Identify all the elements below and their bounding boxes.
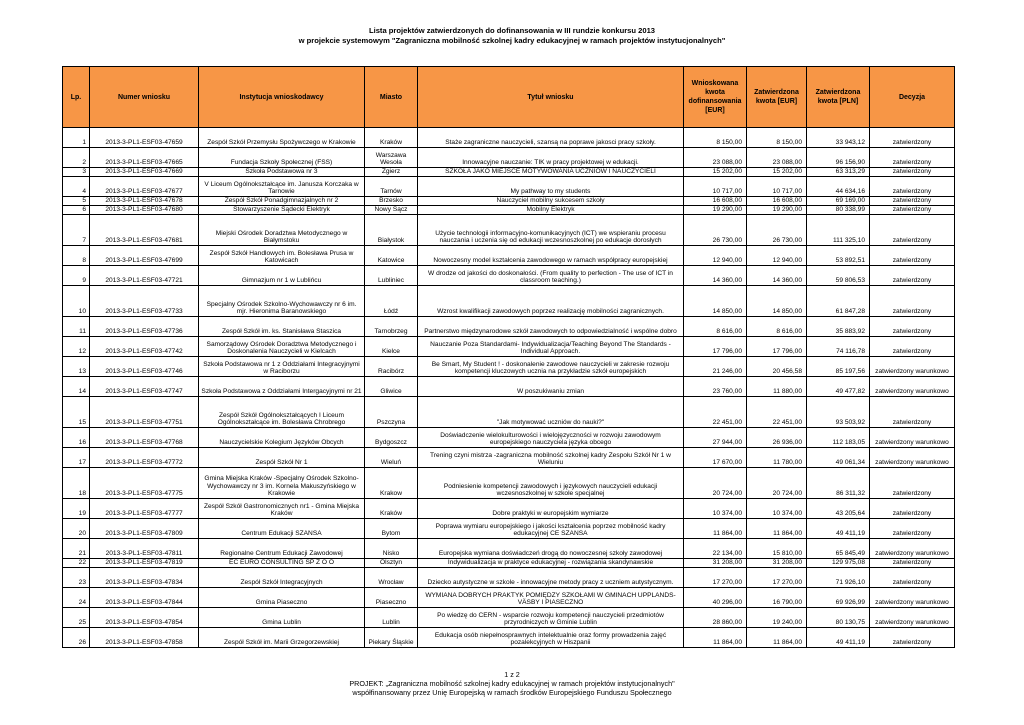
cell-instytucja: Zespół Szkół Gastronomicznych nr1 - Gmina Miejska Kraków	[199, 499, 365, 519]
cell-tytul: Dziecko autystyczne w szkole - innowacyjne metody pracy z uczniem autystycznym.	[418, 568, 684, 588]
table-row	[63, 317, 955, 337]
table-row	[63, 608, 955, 628]
table-row	[63, 266, 955, 286]
cell-miasto: Piekary Śląskie	[365, 628, 418, 648]
cell-numer-wniosku: 2013-3-PL1-ESF03-47751	[90, 397, 199, 428]
cell-miasto: Kraków	[365, 499, 418, 519]
cell-zatwierdzona-pln: 86 311,32	[807, 468, 870, 499]
cell-tytul: Podniesienie kompetencji zawodowych i językowych nauczycieli edukacji wczesnoszkolnej w szkole specjalnej	[418, 468, 684, 499]
cell-numer-wniosku: 2013-3-PL1-ESF03-47775	[90, 468, 199, 499]
table-row	[63, 559, 955, 568]
cell-decyzja: zatwierdzony warunkowo	[870, 448, 955, 468]
cell-numer-wniosku: 2013-3-PL1-ESF03-47746	[90, 357, 199, 377]
cell-instytucja: Zespół Szkół Handlowych im. Bolesława Prusa w Katowicach	[199, 246, 365, 266]
cell-instytucja: Specjalny Ośrodek Szkolno-Wychowawczy nr 6 im. mjr. Hieronima Baranowskiego	[199, 286, 365, 317]
cell-wnioskowana-kwota: 22 134,00	[684, 539, 747, 559]
cell-lp: 23	[63, 568, 90, 588]
cell-zatwierdzona-eur: 17 796,00	[747, 337, 807, 357]
table-row	[63, 357, 955, 377]
cell-miasto: Kielce	[365, 337, 418, 357]
cell-numer-wniosku: 2013-3-PL1-ESF03-47854	[90, 608, 199, 628]
cell-instytucja: Centrum Edukacji SZANSA	[199, 519, 365, 539]
cell-tytul: WYMIANA DOBRYCH PRAKTYK POMIĘDZY SZKOŁAMI W GMINACH UPPLANDS-VÄSBY I PIASECZNO	[418, 588, 684, 608]
cell-zatwierdzona-eur: 19 240,00	[747, 608, 807, 628]
cell-numer-wniosku: 2013-3-PL1-ESF03-47772	[90, 448, 199, 468]
header-miasto: Miasto	[365, 67, 418, 128]
cell-instytucja: Szkoła Podstawowa nr 3	[199, 168, 365, 177]
cell-lp: 5	[63, 197, 90, 206]
cell-miasto: Wrocław	[365, 568, 418, 588]
cell-numer-wniosku: 2013-3-PL1-ESF03-47834	[90, 568, 199, 588]
cell-numer-wniosku: 2013-3-PL1-ESF03-47811	[90, 539, 199, 559]
cell-lp: 9	[63, 266, 90, 286]
cell-zatwierdzona-eur: 14 850,00	[747, 286, 807, 317]
header-row	[63, 67, 955, 128]
cell-lp: 25	[63, 608, 90, 628]
cell-zatwierdzona-pln: 112 183,05	[807, 428, 870, 448]
cell-tytul: Mobilny Elektryk	[418, 206, 684, 215]
cell-numer-wniosku: 2013-3-PL1-ESF03-47777	[90, 499, 199, 519]
cell-lp: 3	[63, 168, 90, 177]
cell-decyzja: zatwierdzony	[870, 499, 955, 519]
cell-zatwierdzona-pln: 80 338,99	[807, 206, 870, 215]
cell-zatwierdzona-eur: 16 790,00	[747, 588, 807, 608]
cell-decyzja: zatwierdzony	[870, 197, 955, 206]
cell-decyzja: zatwierdzony	[870, 206, 955, 215]
cell-tytul: Nauczyciel mobilny sukcesem szkoły	[418, 197, 684, 206]
cell-zatwierdzona-pln: 43 205,64	[807, 499, 870, 519]
cell-numer-wniosku: 2013-3-PL1-ESF03-47742	[90, 337, 199, 357]
cell-decyzja: zatwierdzony	[870, 568, 955, 588]
cell-lp: 17	[63, 448, 90, 468]
table-row	[63, 206, 955, 215]
cell-tytul: SZKOŁA JAKO MIEJSCE MOTYWOWANIA UCZNIÓW I NAUCZYCIELI	[418, 168, 684, 177]
cell-miasto: Piaseczno	[365, 588, 418, 608]
cell-miasto: Krakow	[365, 468, 418, 499]
cell-zatwierdzona-eur: 10 717,00	[747, 177, 807, 197]
cell-instytucja: Samorządowy Ośrodek Doradztwa Metodycznego i Doskonalenia Nauczycieli w Kielcach	[199, 337, 365, 357]
cell-decyzja: zatwierdzony warunkowo	[870, 357, 955, 377]
cell-decyzja: zatwierdzony warunkowo	[870, 377, 955, 397]
cell-numer-wniosku: 2013-3-PL1-ESF03-47858	[90, 628, 199, 648]
cell-decyzja: zatwierdzony warunkowo	[870, 428, 955, 448]
cell-decyzja: zatwierdzony	[870, 317, 955, 337]
cell-numer-wniosku: 2013-3-PL1-ESF03-47747	[90, 377, 199, 397]
cell-numer-wniosku: 2013-3-PL1-ESF03-47681	[90, 215, 199, 246]
cell-instytucja: V Liceum Ogólnokształcące im. Janusza Korczaka w Tarnowie	[199, 177, 365, 197]
cell-instytucja: Stowarzyszenie Sądecki Elektryk	[199, 206, 365, 215]
cell-wnioskowana-kwota: 27 944,00	[684, 428, 747, 448]
cell-tytul: Partnerstwo międzynarodowe szkół zawodowych to odpowiedzialność i wspólne dobro	[418, 317, 684, 337]
cell-wnioskowana-kwota: 8 616,00	[684, 317, 747, 337]
cell-wnioskowana-kwota: 12 940,00	[684, 246, 747, 266]
cell-numer-wniosku: 2013-3-PL1-ESF03-47677	[90, 177, 199, 197]
cell-zatwierdzona-pln: 49 061,34	[807, 448, 870, 468]
cell-wnioskowana-kwota: 23 088,00	[684, 148, 747, 168]
cell-wnioskowana-kwota: 21 246,00	[684, 357, 747, 377]
cell-zatwierdzona-eur: 11 864,00	[747, 519, 807, 539]
cell-miasto: Olsztyn	[365, 559, 418, 568]
cell-tytul: Innowacyjne nauczanie: TIK w pracy projektowej w edukacji.	[418, 148, 684, 168]
cell-zatwierdzona-eur: 16 608,00	[747, 197, 807, 206]
cell-miasto: Lubliniec	[365, 266, 418, 286]
cell-zatwierdzona-eur: 19 290,00	[747, 206, 807, 215]
table-row	[63, 428, 955, 448]
cell-instytucja: Zespół Szkół Przemysłu Spożywczego w Krakowie	[199, 128, 365, 148]
cell-wnioskowana-kwota: 11 864,00	[684, 519, 747, 539]
cell-lp: 10	[63, 286, 90, 317]
cell-zatwierdzona-pln: 49 411,19	[807, 519, 870, 539]
table-row	[63, 177, 955, 197]
cell-wnioskowana-kwota: 17 270,00	[684, 568, 747, 588]
cell-lp: 2	[63, 148, 90, 168]
cell-instytucja: Fundacja Szkoły Społecznej (FSS)	[199, 148, 365, 168]
cell-miasto: Racibórz	[365, 357, 418, 377]
cell-zatwierdzona-eur: 15 202,00	[747, 168, 807, 177]
cell-decyzja: zatwierdzony	[870, 215, 955, 246]
cell-decyzja: zatwierdzony	[870, 177, 955, 197]
cell-lp: 15	[63, 397, 90, 428]
cell-instytucja: Gmina Piaseczno	[199, 588, 365, 608]
cell-instytucja: Gmina Miejska Kraków -Specjalny Ośrodek Szkolno-Wychowawczy nr 3 im. Kornela Makuszyńskiego w Krakowie	[199, 468, 365, 499]
cell-wnioskowana-kwota: 17 796,00	[684, 337, 747, 357]
cell-instytucja: Regionalne Centrum Edukacji Zawodowej	[199, 539, 365, 559]
cell-decyzja: zatwierdzony	[870, 628, 955, 648]
cell-instytucja: Zespół Szkół Ponadgimnazjalnych nr 2	[199, 197, 365, 206]
table-row	[63, 197, 955, 206]
table-row	[63, 628, 955, 648]
cell-decyzja: zatwierdzony	[870, 397, 955, 428]
cell-zatwierdzona-pln: 63 313,29	[807, 168, 870, 177]
cell-zatwierdzona-eur: 8 150,00	[747, 128, 807, 148]
cell-miasto: Zgierz	[365, 168, 418, 177]
cell-instytucja: Zespół Szkół im. Marii Grzegorzewskiej	[199, 628, 365, 648]
cell-instytucja: Zespół Szkół Nr 1	[199, 448, 365, 468]
cell-lp: 6	[63, 206, 90, 215]
cell-instytucja: Zespół Szkół Integracyjnych	[199, 568, 365, 588]
table-row	[63, 568, 955, 588]
cell-numer-wniosku: 2013-3-PL1-ESF03-47665	[90, 148, 199, 168]
cell-zatwierdzona-pln: 85 197,56	[807, 357, 870, 377]
table-row	[63, 168, 955, 177]
table-row	[63, 337, 955, 357]
cell-tytul: Staże zagraniczne nauczycieli, szansą na poprawe jakosci pracy szkoły.	[418, 128, 684, 148]
cell-miasto: Gliwice	[365, 377, 418, 397]
table-row	[63, 215, 955, 246]
cell-zatwierdzona-pln: 35 883,92	[807, 317, 870, 337]
table-row	[63, 377, 955, 397]
document-title: Lista projektów zatwierdzonych do dofinansowania w III rundzie konkursu 2013	[368, 26, 656, 35]
cell-zatwierdzona-eur: 26 730,00	[747, 215, 807, 246]
table-row	[63, 448, 955, 468]
cell-lp: 13	[63, 357, 90, 377]
cell-zatwierdzona-pln: 59 806,53	[807, 266, 870, 286]
cell-decyzja: zatwierdzony	[870, 519, 955, 539]
cell-miasto: Warszawa Wesoła	[365, 148, 418, 168]
cell-numer-wniosku: 2013-3-PL1-ESF03-47844	[90, 588, 199, 608]
cell-lp: 14	[63, 377, 90, 397]
header-wnioskowana-kwota: Wnioskowana kwota dofinansowania [EUR]	[684, 67, 747, 128]
cell-tytul: Użycie technologii informacyjno-komunikacyjnych (ICT) we wspieraniu procesu nauczania i uczenia się od edukacji wczesnoszkolnej po edukacje dorosłych	[418, 215, 684, 246]
cell-zatwierdzona-pln: 69 169,00	[807, 197, 870, 206]
cell-wnioskowana-kwota: 15 202,00	[684, 168, 747, 177]
cell-miasto: Nowy Sącz	[365, 206, 418, 215]
cell-miasto: Brzesko	[365, 197, 418, 206]
cell-lp: 8	[63, 246, 90, 266]
cell-decyzja: zatwierdzony	[870, 468, 955, 499]
cell-zatwierdzona-pln: 49 477,82	[807, 377, 870, 397]
cell-tytul: My pathway to my students	[418, 177, 684, 197]
cell-wnioskowana-kwota: 22 451,00	[684, 397, 747, 428]
cell-wnioskowana-kwota: 19 290,00	[684, 206, 747, 215]
cell-numer-wniosku: 2013-3-PL1-ESF03-47680	[90, 206, 199, 215]
cell-lp: 1	[63, 128, 90, 148]
cell-wnioskowana-kwota: 14 360,00	[684, 266, 747, 286]
cell-miasto: Kraków	[365, 128, 418, 148]
cell-numer-wniosku: 2013-3-PL1-ESF03-47809	[90, 519, 199, 539]
cell-wnioskowana-kwota: 31 208,00	[684, 559, 747, 568]
cell-wnioskowana-kwota: 28 860,00	[684, 608, 747, 628]
cell-zatwierdzona-eur: 22 451,00	[747, 397, 807, 428]
cell-decyzja: zatwierdzony	[870, 128, 955, 148]
cell-miasto: Nisko	[365, 539, 418, 559]
cell-decyzja: zatwierdzony	[870, 559, 955, 568]
cell-tytul: Doświadczenie wielokulturowości i wielojęzyczności w rozwoju zawodowym europejskiego nauczyciela języka obcego	[418, 428, 684, 448]
cell-wnioskowana-kwota: 16 608,00	[684, 197, 747, 206]
table-row	[63, 286, 955, 317]
cell-lp: 7	[63, 215, 90, 246]
cell-zatwierdzona-pln: 93 503,92	[807, 397, 870, 428]
cell-decyzja: zatwierdzony	[870, 286, 955, 317]
cell-zatwierdzona-eur: 31 208,00	[747, 559, 807, 568]
cell-instytucja: EC EURO CONSULTING SP Z O O	[199, 559, 365, 568]
cell-zatwierdzona-eur: 11 780,00	[747, 448, 807, 468]
cell-lp: 20	[63, 519, 90, 539]
cell-lp: 12	[63, 337, 90, 357]
projects-table	[62, 66, 955, 648]
cell-lp: 11	[63, 317, 90, 337]
cell-lp: 19	[63, 499, 90, 519]
cell-zatwierdzona-eur: 26 936,00	[747, 428, 807, 448]
cell-instytucja: Gimnazjum nr 1 w Lublińcu	[199, 266, 365, 286]
cell-tytul: Poprawa wymiaru europejskiego i jakości kształcenia poprzez mobilność kadry edukacyjnej CE SZANSA	[418, 519, 684, 539]
cell-wnioskowana-kwota: 20 724,00	[684, 468, 747, 499]
header-tytul: Tytuł wniosku	[418, 67, 684, 128]
cell-numer-wniosku: 2013-3-PL1-ESF03-47721	[90, 266, 199, 286]
cell-miasto: Katowice	[365, 246, 418, 266]
cell-wnioskowana-kwota: 23 760,00	[684, 377, 747, 397]
cell-zatwierdzona-pln: 74 116,78	[807, 337, 870, 357]
header-numer-wniosku: Numer wniosku	[90, 67, 199, 128]
cell-lp: 24	[63, 588, 90, 608]
cell-numer-wniosku: 2013-3-PL1-ESF03-47768	[90, 428, 199, 448]
cell-miasto: Łódź	[365, 286, 418, 317]
cell-zatwierdzona-eur: 17 270,00	[747, 568, 807, 588]
cell-tytul: Trening czyni mistrza -zagraniczna mobilność szkolnej kadry Zespołu Szkół Nr 1 w Wieluniu	[418, 448, 684, 468]
cell-instytucja: Szkoła Podstawowa z Oddziałami Intergacyjnymi nr 21	[199, 377, 365, 397]
cell-lp: 26	[63, 628, 90, 648]
cell-zatwierdzona-eur: 10 374,00	[747, 499, 807, 519]
cell-decyzja: zatwierdzony	[870, 168, 955, 177]
cell-instytucja: Gmina Lublin	[199, 608, 365, 628]
cell-zatwierdzona-pln: 53 892,51	[807, 246, 870, 266]
cell-zatwierdzona-pln: 69 926,99	[807, 588, 870, 608]
cell-instytucja: Nauczycielskie Kolegium Języków Obcych	[199, 428, 365, 448]
cell-numer-wniosku: 2013-3-PL1-ESF03-47659	[90, 128, 199, 148]
cell-instytucja: Zespół Szkół Ogólnokształcących I Liceum Ogólnokształcące im. Bolesława Chrobrego	[199, 397, 365, 428]
cell-wnioskowana-kwota: 8 150,00	[684, 128, 747, 148]
cell-instytucja: Zespół Szkół im. ks. Stanisława Staszica	[199, 317, 365, 337]
table-row	[63, 539, 955, 559]
cell-miasto: Lublin	[365, 608, 418, 628]
cell-wnioskowana-kwota: 40 296,00	[684, 588, 747, 608]
cell-tytul: Indywidualizacja w praktyce edukacyjnej - rozwiązania skandynawskie	[418, 559, 684, 568]
page-number: 1 z 2	[504, 670, 520, 679]
table-row	[63, 128, 955, 148]
cell-lp: 22	[63, 559, 90, 568]
cell-decyzja: zatwierdzony	[870, 337, 955, 357]
table-row	[63, 499, 955, 519]
cell-wnioskowana-kwota: 10 374,00	[684, 499, 747, 519]
cell-miasto: Białystok	[365, 215, 418, 246]
cell-miasto: Wieluń	[365, 448, 418, 468]
header-lp: Lp.	[63, 67, 90, 128]
cell-zatwierdzona-pln: 96 156,90	[807, 148, 870, 168]
cell-zatwierdzona-eur: 12 940,00	[747, 246, 807, 266]
cell-zatwierdzona-eur: 23 088,00	[747, 148, 807, 168]
cell-numer-wniosku: 2013-3-PL1-ESF03-47678	[90, 197, 199, 206]
cell-numer-wniosku: 2013-3-PL1-ESF03-47733	[90, 286, 199, 317]
cell-zatwierdzona-eur: 15 810,00	[747, 539, 807, 559]
cell-zatwierdzona-pln: 33 943,12	[807, 128, 870, 148]
document-subtitle: w projekcie systemowym "Zagraniczna mobilność szkolnej kadry edukacyjnej w ramach projektów instytucjonalnych"	[298, 36, 726, 45]
cell-wnioskowana-kwota: 14 850,00	[684, 286, 747, 317]
table-row	[63, 468, 955, 499]
cell-decyzja: zatwierdzony warunkowo	[870, 608, 955, 628]
cell-zatwierdzona-pln: 44 634,16	[807, 177, 870, 197]
cell-tytul: Nauczanie Poza Standardami- Indywidualizacja/Teaching Beyond The Standards - Individual Approach.	[418, 337, 684, 357]
cell-zatwierdzona-pln: 71 926,10	[807, 568, 870, 588]
cell-zatwierdzona-eur: 8 616,00	[747, 317, 807, 337]
cell-tytul: Edukacja osób niepełnosprawnych intelektualnie oraz formy prowadzenia zajęć pozalekcyjnych w Hiszpanii	[418, 628, 684, 648]
cell-zatwierdzona-pln: 49 411,19	[807, 628, 870, 648]
cell-numer-wniosku: 2013-3-PL1-ESF03-47819	[90, 559, 199, 568]
footer-funding-line: współfinansowany przez Unię Europejską w ramach środków Europejskiego Funduszu Społecznego	[352, 688, 672, 697]
cell-tytul: Po wiedzę do CERN - wsparcie rozwoju kompetencji nauczycieli przedmiotów przyrodniczych w Gminie Lublin	[418, 608, 684, 628]
cell-tytul: Europejska wymiana doświadczeń drogą do nowoczesnej szkoły zawodowej	[418, 539, 684, 559]
cell-zatwierdzona-pln: 111 325,10	[807, 215, 870, 246]
cell-zatwierdzona-pln: 61 847,28	[807, 286, 870, 317]
cell-wnioskowana-kwota: 17 670,00	[684, 448, 747, 468]
cell-decyzja: zatwierdzony warunkowo	[870, 588, 955, 608]
cell-tytul: "Jak motywować uczniów do nauki?"	[418, 397, 684, 428]
cell-miasto: Pszczyna	[365, 397, 418, 428]
cell-zatwierdzona-eur: 14 360,00	[747, 266, 807, 286]
cell-decyzja: zatwierdzony warunkowo	[870, 539, 955, 559]
cell-numer-wniosku: 2013-3-PL1-ESF03-47669	[90, 168, 199, 177]
header-instytucja: Instytucja wnioskodawcy	[199, 67, 365, 128]
cell-decyzja: zatwierdzony	[870, 246, 955, 266]
table-row	[63, 588, 955, 608]
cell-miasto: Bydgoszcz	[365, 428, 418, 448]
cell-numer-wniosku: 2013-3-PL1-ESF03-47736	[90, 317, 199, 337]
cell-zatwierdzona-pln: 129 975,08	[807, 559, 870, 568]
cell-numer-wniosku: 2013-3-PL1-ESF03-47699	[90, 246, 199, 266]
cell-decyzja: zatwierdzony	[870, 266, 955, 286]
cell-lp: 16	[63, 428, 90, 448]
cell-zatwierdzona-pln: 80 130,75	[807, 608, 870, 628]
cell-zatwierdzona-pln: 65 845,49	[807, 539, 870, 559]
table-row	[63, 397, 955, 428]
table-row	[63, 148, 955, 168]
cell-tytul: Be Smart, My Student ! - doskonalenie zawodowe nauczycieli w zakresie rozwoju kompetencji kluczowych ucznia na przykładzie szkół europejskich	[418, 357, 684, 377]
cell-zatwierdzona-eur: 20 724,00	[747, 468, 807, 499]
cell-zatwierdzona-eur: 11 880,00	[747, 377, 807, 397]
cell-lp: 4	[63, 177, 90, 197]
header-zatwierdzona-pln: Zatwierdzona kwota [PLN]	[807, 67, 870, 128]
cell-lp: 21	[63, 539, 90, 559]
cell-tytul: Wzrost kwalifikacji zawodowych poprzez realizację mobilności zagranicznych.	[418, 286, 684, 317]
cell-zatwierdzona-eur: 11 864,00	[747, 628, 807, 648]
footer-project-line: PROJEKT: „Zagraniczna mobilność szkolnej kadry edukacyjnej w ramach projektów instytucjonalnych"	[349, 679, 675, 688]
cell-miasto: Bytom	[365, 519, 418, 539]
table-row	[63, 519, 955, 539]
header-zatwierdzona-eur: Zatwierdzona kwota [EUR]	[747, 67, 807, 128]
cell-instytucja: Miejski Ośrodek Doradztwa Metodycznego w Białymstoku	[199, 215, 365, 246]
table-row	[63, 246, 955, 266]
header-decyzja: Decyzja	[870, 67, 955, 128]
cell-zatwierdzona-eur: 20 456,58	[747, 357, 807, 377]
cell-instytucja: Szkoła Podstawowa nr 1 z Oddziałami Integracyjnymi w Raciborzu	[199, 357, 365, 377]
cell-tytul: W drodze od jakości do doskonałości. (From quality to perfection - The use of ICT in classroom teaching.)	[418, 266, 684, 286]
cell-wnioskowana-kwota: 10 717,00	[684, 177, 747, 197]
cell-decyzja: zatwierdzony	[870, 148, 955, 168]
cell-wnioskowana-kwota: 11 864,00	[684, 628, 747, 648]
cell-miasto: Tarnów	[365, 177, 418, 197]
cell-tytul: Dobre praktyki w europejskim wymiarze	[418, 499, 684, 519]
cell-tytul: Nowoczesny model kształcenia zawodowego w ramach współpracy europejskiej	[418, 246, 684, 266]
cell-lp: 18	[63, 468, 90, 499]
cell-miasto: Tarnobrzeg	[365, 317, 418, 337]
cell-tytul: W poszukiwaniu zmian	[418, 377, 684, 397]
cell-wnioskowana-kwota: 26 730,00	[684, 215, 747, 246]
